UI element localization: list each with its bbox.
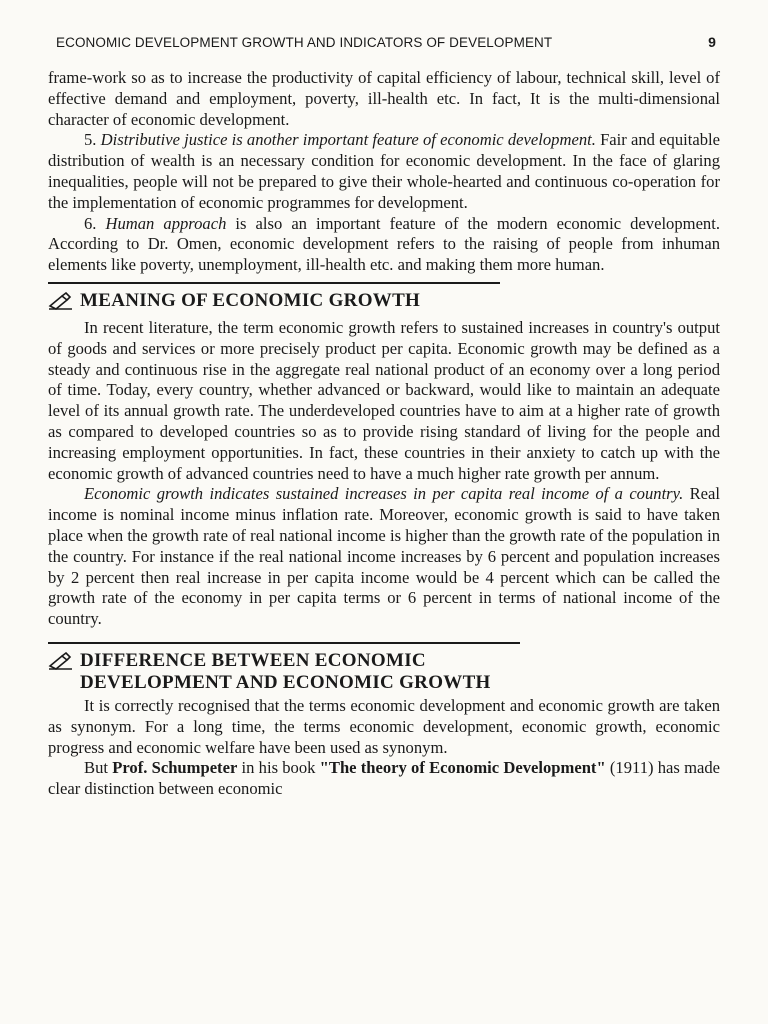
point-5-number: 5. [84, 130, 97, 150]
para-mid: in his book [237, 758, 320, 778]
section-divider [48, 642, 520, 644]
point-6-paragraph [48, 214, 720, 276]
writing-hand-icon [48, 652, 74, 676]
section-heading-text: MEANING OF ECONOMIC GROWTH [80, 289, 421, 311]
difference-paragraph-1: It is correctly recognised that the terms economic development and economic growth are taken as synonym. For a long time, the terms economic development, economic growth, economic progress and economic welfare have been used as synonym. [48, 695, 720, 757]
point-5-lead: Distributive justice is another important feature of economic development. [100, 130, 596, 150]
point-5-paragraph [48, 130, 720, 213]
difference-paragraph-2 [48, 758, 720, 800]
point-6-text: is also an important feature of the modern economic development. According to Dr. Omen, economic development refers to the raising of people from inhuman elements like poverty, unemployment, ill-health etc. and making them more human. [48, 213, 720, 275]
growth-paragraph-1: In recent literature, the term economic growth refers to sustained increases in country's output of goods and services or more precisely product per capita. Economic growth may be defined as a steady and continuous rise in the aggregate real national product of an economy over a long period of time. Today, every country, whether advanced or backward, would like to maintain an adequate level of its annual growth rate. The underdeveloped countries have to aim at a higher rate of growth as compared to developed countries so as to provide rising standard of living for the people and increasing employment opportunities. In fact, these countries in their anxiety to catch up with the economic growth of advanced countries need to have a much higher rate growth per annum. [48, 317, 720, 483]
growth-paragraph-2-text: Real income is nominal income minus inflation rate. Moreover, economic growth is said to have taken place when the growth rate of real national income is higher than the growth rate of the population in the country. For instance if the real national income increases by 6 percent and population increases by 2 percent then real increase in per capita income would be 4 percent which can be called the growth rate of the economy in per capita terms or 6 percent in terms of national income of the country. [48, 484, 721, 629]
section-heading-line-2: DEVELOPMENT AND ECONOMIC GROWTH [80, 671, 491, 693]
page-body [48, 68, 720, 800]
growth-definition: Economic growth indicates sustained increases in per capita real income of a country. [84, 484, 684, 504]
section-heading-line-1: DIFFERENCE BETWEEN ECONOMIC [80, 649, 426, 671]
point-5-text: Fair and equitable distribution of wealth is an necessary condition for economic development. In the face of glaring inequalities, people will not be prepared to give their whole-hearted and continuous co-operation for the implementation of economic programmes for development. [48, 130, 720, 212]
running-header [56, 34, 716, 50]
growth-paragraph-2 [48, 484, 720, 630]
writing-hand-icon [48, 292, 74, 316]
page-number: 9 [708, 34, 716, 50]
section-heading-growth [48, 290, 720, 316]
para-end: (1911) has made clear distinction between economic [48, 758, 721, 799]
running-title: ECONOMIC DEVELOPMENT GROWTH AND INDICATORS OF DEVELOPMENT [56, 35, 553, 50]
point-6-number: 6. [84, 213, 97, 233]
continued-paragraph: frame-work so as to increase the productivity of capital efficiency of labour, technical skill, level of effective demand and employment, poverty, ill-health etc. In fact, It is the multi-dimensional character of economic development. [48, 68, 720, 129]
point-6-lead: Human approach [105, 213, 227, 233]
para-start: But [84, 758, 113, 778]
section-heading-difference [48, 650, 720, 694]
section-divider [48, 282, 500, 284]
author-name: Prof. Schumpeter [112, 758, 238, 778]
book-title: "The theory of Economic Development" [319, 758, 606, 778]
